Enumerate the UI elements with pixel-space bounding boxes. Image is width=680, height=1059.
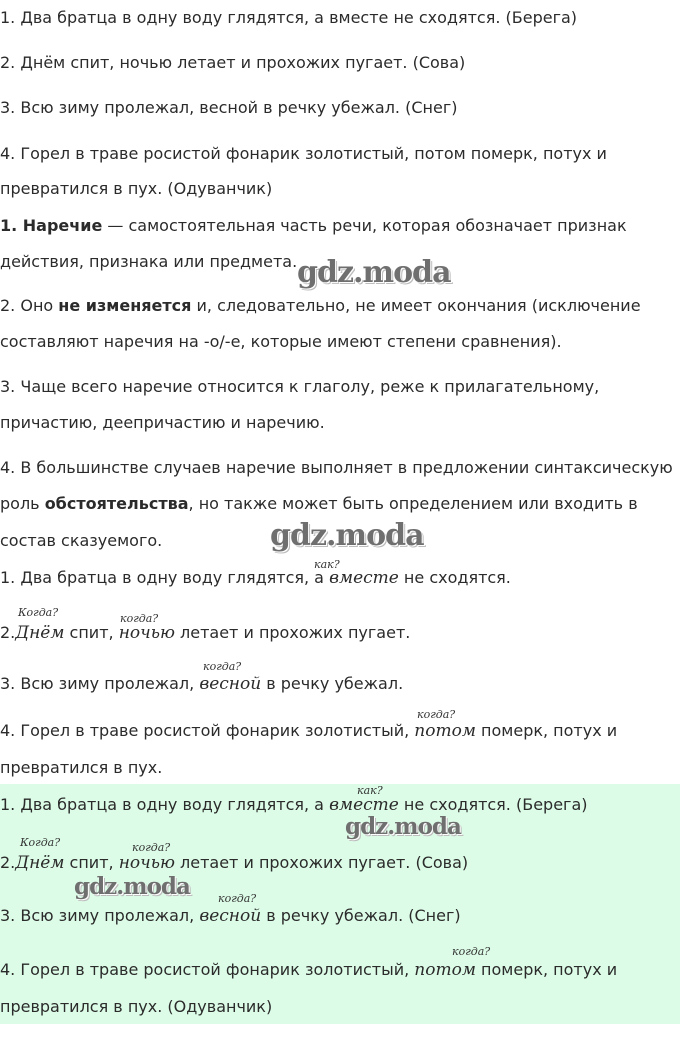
adverb-word: вместе [329, 795, 399, 815]
adverb-word: Днём [15, 623, 65, 643]
theory-term-circumstance: обстоятельства [44, 494, 189, 513]
riddle-2: 2. Днём спит, ночью летает и прохожих пугает. (Сова) [0, 53, 466, 72]
theory-point-2-line-2: составляют наречия на -о/-е, которые имеют степени сравнения). [0, 332, 562, 351]
annotated-text: не сходятся. [398, 568, 511, 587]
question-label: когда? [452, 945, 491, 958]
adverb-word: потом [414, 960, 476, 980]
annotated-text: 2. [0, 623, 16, 642]
answer-block [0, 784, 680, 1024]
adverb-word: Днём [15, 853, 65, 873]
theory-point-4-text-post: , но также может быть определением или входить в [188, 494, 638, 513]
theory-point-4-line-3: состав сказуемого. [0, 531, 163, 550]
question-label: когда? [203, 660, 242, 673]
answer-sentence-4-line-1 [0, 960, 617, 980]
riddle-4-line-1: 4. Горел в траве росистой фонарик золотистый, потом померк, потух и [0, 144, 607, 163]
riddle-3: 3. Всю зиму пролежал, весной в речку убежал. (Снег) [0, 98, 458, 117]
theory-point-3-line-2: причастию, деепричастию и наречию. [0, 413, 325, 432]
adverb-word: весной [199, 674, 262, 694]
question-label: когда? [417, 708, 456, 721]
watermark: gdz.moda [345, 813, 461, 840]
theory-point-1-line-2: действия, признака или предмета. [0, 252, 298, 271]
annotated-sentence-4-line-2: превратился в пух. [0, 758, 163, 777]
annotated-text: в речку убежал. [261, 674, 404, 693]
question-label: когда? [120, 612, 159, 625]
theory-point-4-text-pre: роль [0, 494, 45, 513]
theory-point-2-number: 2. Оно [0, 296, 59, 315]
theory-point-2-text: и, следовательно, не имеет окончания (исключение [191, 296, 641, 315]
theory-point-2-line-1 [0, 296, 641, 316]
theory-term-unchangeable: не изменяется [58, 296, 192, 315]
answer-text: не сходятся. (Берега) [398, 795, 588, 814]
theory-term-adverb: Наречие [22, 216, 103, 235]
theory-point-1-text: — самостоятельная часть речи, которая обозначает признак [102, 216, 627, 235]
annotated-text: 3. Всю зиму пролежал, [0, 674, 200, 693]
answer-sentence-4-line-2: превратился в пух. (Одуванчик) [0, 997, 273, 1016]
adverb-word: ночью [118, 853, 175, 873]
watermark: gdz.moda [270, 518, 424, 553]
annotated-text: 1. Два братца в одну воду глядятся, а [0, 568, 330, 587]
annotated-sentence-3 [0, 674, 403, 694]
answer-text: померк, потух и [475, 960, 618, 979]
answer-sentence-3 [0, 906, 461, 926]
answer-text: 4. Горел в траве росистой фонарик золотистый, [0, 960, 415, 979]
theory-point-1-number: 1. [0, 216, 23, 235]
watermark: gdz.moda [74, 873, 190, 900]
answer-text: 3. Всю зиму пролежал, [0, 906, 200, 925]
adverb-word: вместе [329, 568, 399, 588]
question-label: когда? [218, 892, 257, 905]
answer-text: 1. Два братца в одну воду глядятся, а [0, 795, 330, 814]
riddle-1: 1. Два братца в одну воду глядятся, а вместе не сходятся. (Берега) [0, 8, 578, 27]
answer-sentence-2 [0, 853, 468, 873]
theory-point-1-line-1 [0, 216, 627, 236]
question-label: когда? [132, 841, 171, 854]
answer-text: летает и прохожих пугает. (Сова) [174, 853, 469, 872]
answer-text: в речку убежал. (Снег) [261, 906, 461, 925]
question-label: как? [357, 784, 383, 797]
watermark: gdz.moda [297, 255, 451, 290]
question-label: Когда? [20, 836, 61, 849]
annotated-text: летает и прохожих пугает. [174, 623, 411, 642]
theory-point-3-line-1: 3. Чаще всего наречие относится к глаголу, реже к прилагательному, [0, 377, 600, 396]
adverb-word: потом [414, 721, 476, 741]
theory-point-4-line-2 [0, 494, 638, 514]
adverb-word: весной [199, 906, 262, 926]
annotated-sentence-1 [0, 568, 511, 588]
riddle-4-line-2: превратился в пух. (Одуванчик) [0, 179, 273, 198]
answer-text: спит, [64, 853, 119, 872]
question-label: Когда? [18, 606, 59, 619]
annotated-text: спит, [64, 623, 119, 642]
answer-sentence-1 [0, 795, 588, 815]
theory-point-4-line-1: 4. В большинстве случаев наречие выполняет в предложении синтаксическую [0, 458, 673, 477]
annotated-text: 4. Горел в траве росистой фонарик золотистый, [0, 721, 415, 740]
question-label: как? [314, 558, 340, 571]
annotated-sentence-2 [0, 623, 410, 643]
adverb-word: ночью [118, 623, 175, 643]
annotated-sentence-4-line-1 [0, 721, 617, 741]
answer-text: 2. [0, 853, 16, 872]
annotated-text: померк, потух и [475, 721, 618, 740]
